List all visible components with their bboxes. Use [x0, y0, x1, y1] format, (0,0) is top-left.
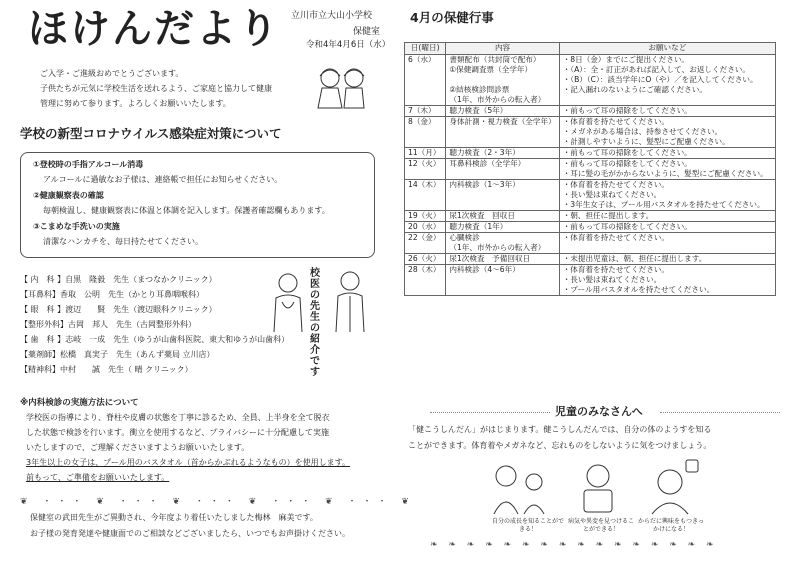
- schedule-content-line: [449, 75, 555, 85]
- schedule-header-row: [405, 43, 776, 55]
- schedule-content-line: 聴力検査（2・3年）: [449, 148, 520, 157]
- schedule-content-line: 内科検診（4～6年）: [449, 265, 520, 274]
- tulip-divider: ❦ ・・・ ❦ ・・・ ❦ ・・・ ❦ ・・・ ❦ ・・・ ❦: [20, 497, 415, 507]
- schedule-notes: [559, 180, 775, 211]
- schedule-note-line: ・8日（金）までにご提出ください。: [562, 55, 690, 64]
- schedule-date: 26（火）: [405, 254, 446, 265]
- schedule-row: [405, 233, 776, 254]
- schedule-notes: [559, 148, 775, 159]
- covid-heading: 学校の新型コロナウイルス感染症対策について: [20, 126, 282, 141]
- doctor-row: 【 内 科 】自黒 隆毅 先生（まつなかクリニック）: [20, 275, 217, 284]
- growth-illustration: [490, 460, 550, 516]
- kids-caption: からだに興味をもつきっかけになる！: [637, 518, 704, 533]
- schedule-date: 22（金）: [405, 233, 446, 254]
- students-illustration: [312, 62, 372, 112]
- schedule-content: [446, 180, 559, 211]
- exam-line: 3年生以上の女子は、プール用のバスタオル（首からかぶれるようなもの）を使用します。: [26, 458, 351, 467]
- schedule-note-line: ・（B）（C）：該当学年にO（や）／を記入してください。: [562, 75, 758, 84]
- exam-line: した状態で検診を行います。衝立を使用するなど、プライバシーに十分配慮して実施: [26, 428, 329, 437]
- schedule-date: 11（月）: [405, 148, 446, 159]
- schedule-note-line: ・耳に髪の毛がかからないように、髪型にご配慮ください。: [562, 169, 768, 178]
- doctor-row: 【耳鼻科】香取 公明 先生（かとり耳鼻咽喉科）: [20, 290, 204, 299]
- closing-line: 保健室の武田先生がご異動され、今年度より着任いたしました梅林 麻美です。: [30, 513, 318, 522]
- schedule-content: [446, 148, 559, 159]
- schedule-note-line: ・3年生女子は、プール用バスタオルを持たせてください。: [562, 200, 765, 209]
- schedule-row: [405, 148, 776, 159]
- schedule-content-line: 聴力検査（1年）: [449, 222, 508, 231]
- covid-item-body: アルコールに過敏なお子様は、連絡帳で担任にお知らせください。: [43, 175, 283, 184]
- schedule-date: 6（水）: [405, 55, 446, 106]
- schedule-row: [405, 265, 776, 296]
- covid-item-title: ③こまめな手洗いの実施: [33, 222, 120, 231]
- schedule-content-line: 内科検診（1～3年）: [449, 180, 520, 189]
- schedule-content-line: 耳鼻科検診（全学年）: [449, 159, 526, 168]
- schedule-date: 19（火）: [405, 211, 446, 222]
- schedule-note-line: [563, 95, 772, 105]
- schedule-notes: [559, 159, 775, 180]
- schedule-note-line: ・体育着を持たせてください。: [562, 265, 669, 274]
- greeting: [40, 68, 272, 109]
- doctor-illustration: [330, 268, 370, 334]
- schedule-content: [446, 117, 559, 148]
- schedule-note-line: ・長い髪は束ねてください。: [562, 275, 662, 284]
- schedule-content: [446, 211, 559, 222]
- doctors-side-label: 校医の先生の紹介です: [310, 268, 320, 378]
- body-interest-illustration: [640, 456, 700, 516]
- schedule-note-line: ・メガネがある場合は、持参させてください。: [562, 127, 723, 136]
- covid-item-body: 毎朝検温し、健康観察表に体温と体調を記入します。保護者確認欄もあります。: [43, 206, 330, 215]
- issue-date: 令和4年4月6日（水）: [306, 40, 391, 50]
- greeting-line: ご入学・ご進級おめでとうございます。: [40, 69, 184, 78]
- office-name: 保健室: [353, 27, 381, 37]
- schedule-notes: [559, 254, 775, 265]
- schedule-date: 7（木）: [405, 106, 446, 117]
- exam-heading: ※内科検診の実施方法について: [20, 398, 139, 408]
- schedule-note-line: ・長い髪は束ねてください。: [562, 190, 662, 199]
- schedule-table-wrap: [404, 42, 776, 296]
- schedule-notes: [559, 55, 775, 106]
- schedule-content-line: （1年、市外からの転入者）: [449, 243, 546, 252]
- schedule-note-line: ・記入漏れのないようにご確認ください。: [562, 85, 707, 94]
- closing-message: [30, 512, 350, 539]
- schedule-note-line: ・プール用バスタオルを持たせてください。: [562, 285, 715, 294]
- schedule-date: 12（火）: [405, 159, 446, 180]
- kids-heading: 児童のみなさんへ: [555, 405, 643, 418]
- kids-line: ことができます。体育着やメガネなど、忘れものをしないように気をつけましょう。: [408, 441, 712, 450]
- schedule-notes: [559, 211, 775, 222]
- kids-line: 「健こうしんだん」がはじまります。健こうしんだんでは、自分の体のようすを知る: [408, 425, 712, 434]
- kids-caption: 自分の成長を知ることができる！: [491, 518, 564, 533]
- sick-check-illustration: [570, 458, 626, 516]
- schedule-date: 28（木）: [405, 265, 446, 296]
- schedule-note-line: ・計測しやすいように、髪型にご配慮ください。: [562, 137, 730, 146]
- schedule-note-line: ・体育着を持たせてください。: [562, 233, 669, 242]
- schedule-heading: 4月の保健行事: [410, 10, 494, 25]
- schedule-date: 14（木）: [405, 180, 446, 211]
- schedule-note-line: ・体育着を持たせてください。: [562, 180, 669, 189]
- schedule-row: [405, 180, 776, 211]
- schedule-note-line: ・未提出児童は、朝、担任に提出します。: [562, 254, 707, 263]
- schedule-content-line: 尿1次検査 回収日: [449, 211, 515, 220]
- schedule-note-line: ・前もって耳の掃除をしてください。: [562, 159, 692, 168]
- schedule-note-line: ・前もって耳の掃除をしてください。: [562, 222, 692, 231]
- schedule-note-line: ・体育着を持たせてください。: [562, 117, 669, 126]
- schedule-content-line: ②結核検診問診票: [449, 85, 510, 94]
- schedule-row: [405, 55, 776, 106]
- covid-item-title: ②健康観察表の確認: [33, 191, 104, 200]
- doctor-row: 【薬剤師】松橋 真実子 先生（あんず薬局 立川店）: [20, 350, 215, 359]
- closing-line: お子様の発育発達や健康面でのご相談などございましたら、いつでもお声掛けください。: [30, 529, 350, 538]
- kids-heading-rule-right: [660, 412, 780, 413]
- kids-heading-rule-left: [430, 412, 550, 413]
- col-content-header: 内容: [446, 43, 559, 55]
- schedule-notes: [559, 106, 775, 117]
- schedule-notes: [559, 233, 775, 254]
- schedule-content: [446, 222, 559, 233]
- covid-measures-box: [20, 152, 375, 258]
- exam-line: 学校医の指導により、脊柱や皮膚の状態を丁寧に診るため、全員、上半身を全て脱衣: [26, 413, 330, 422]
- col-date-header: 日(曜日): [405, 43, 446, 55]
- schedule-row: [405, 254, 776, 265]
- schedule-date: 20（水）: [405, 222, 446, 233]
- doctor-row: 【整形外科】古岡 邦人 先生（古岡整形外科）: [20, 320, 196, 329]
- school-name: 立川市立大山小学校: [291, 11, 373, 21]
- schedule-date: 8（金）: [405, 117, 446, 148]
- schedule-content-line: 書類配布（共封筒で配布）: [449, 55, 541, 64]
- schedule-content: [446, 55, 559, 106]
- kids-message: [408, 424, 711, 451]
- schedule-notes: [559, 265, 775, 296]
- schedule-note-line: ・朝、担任に提出します。: [562, 211, 654, 220]
- schedule-content: [446, 106, 559, 117]
- schedule-content: [446, 233, 559, 254]
- leaf-border: ❧ ❧ ❧ ❧ ❧ ❧ ❧ ❧ ❧ ❧ ❧ ❧ ❧ ❧ ❧ ❧: [430, 540, 718, 550]
- schedule-notes: [559, 222, 775, 233]
- kids-caption: 病気や異変を見つけることができる！: [567, 518, 634, 533]
- schedule-content-line: ①保健調査票（全学年）: [449, 65, 533, 74]
- schedule-row: [405, 106, 776, 117]
- doctor-row: 【精神科】中村 誠 先生（ 晴 クリニック）: [20, 365, 193, 374]
- covid-item-title: ①登校時の手指アルコール消毒: [33, 160, 144, 169]
- schedule-row: [405, 222, 776, 233]
- doctor-row: 【 歯 科 】志岐 一成 先生（ゆうが山歯科医院、東大和ゆうが山歯科）: [20, 335, 290, 344]
- schedule-content-line: （1年、市外からの転入者）: [449, 95, 546, 104]
- exam-line: いたしますので、ご理解くださいますようお願いいたします。: [26, 443, 250, 452]
- schedule-content: [446, 265, 559, 296]
- schedule-content-line: 聴力検査（5年）: [449, 106, 508, 115]
- schedule-note-line: ・（A）：全・訂正があれば記入して、お返しください。: [562, 65, 750, 74]
- schedule-content-line: 尿1次検査 予備回収日: [449, 254, 531, 263]
- schedule-note-line: ・前もって耳の掃除をしてください。: [562, 106, 692, 115]
- doctor-row: 【 眼 科 】渡辺 賢 先生（渡辺眼科クリニック）: [20, 305, 217, 314]
- schedule-row: [405, 117, 776, 148]
- doctor-illustration: [268, 270, 308, 334]
- schedule-content: [446, 254, 559, 265]
- covid-item-body: 清潔なハンカチを、毎日持たせてください。: [43, 237, 203, 246]
- schedule-row: [405, 211, 776, 222]
- schedule-notes: [559, 117, 775, 148]
- col-notes-header: お願いなど: [559, 43, 775, 55]
- schedule-note-line: ・前もって耳の掃除をしてください。: [562, 148, 692, 157]
- schedule-content: [446, 159, 559, 180]
- school-doctors-list: [20, 274, 289, 375]
- exam-line: 前もって、ご準備をお願いいたします。: [26, 473, 170, 482]
- newsletter-title: ほけんだより: [28, 6, 280, 52]
- schedule-row: [405, 159, 776, 180]
- schedule-table: [404, 42, 776, 296]
- schedule-content-line: 身体計測・視力検査（全学年）: [449, 117, 556, 126]
- greeting-line: 子供たちが元気に学校生活を送れるよう、ご家庭と協力して健康: [40, 84, 272, 93]
- greeting-line: 管理に努めて参ります。よろしくお願いいたします。: [40, 99, 231, 108]
- exam-body: [26, 412, 350, 483]
- schedule-note-line: [563, 243, 772, 253]
- schedule-content-line: 心臓検診: [449, 233, 480, 242]
